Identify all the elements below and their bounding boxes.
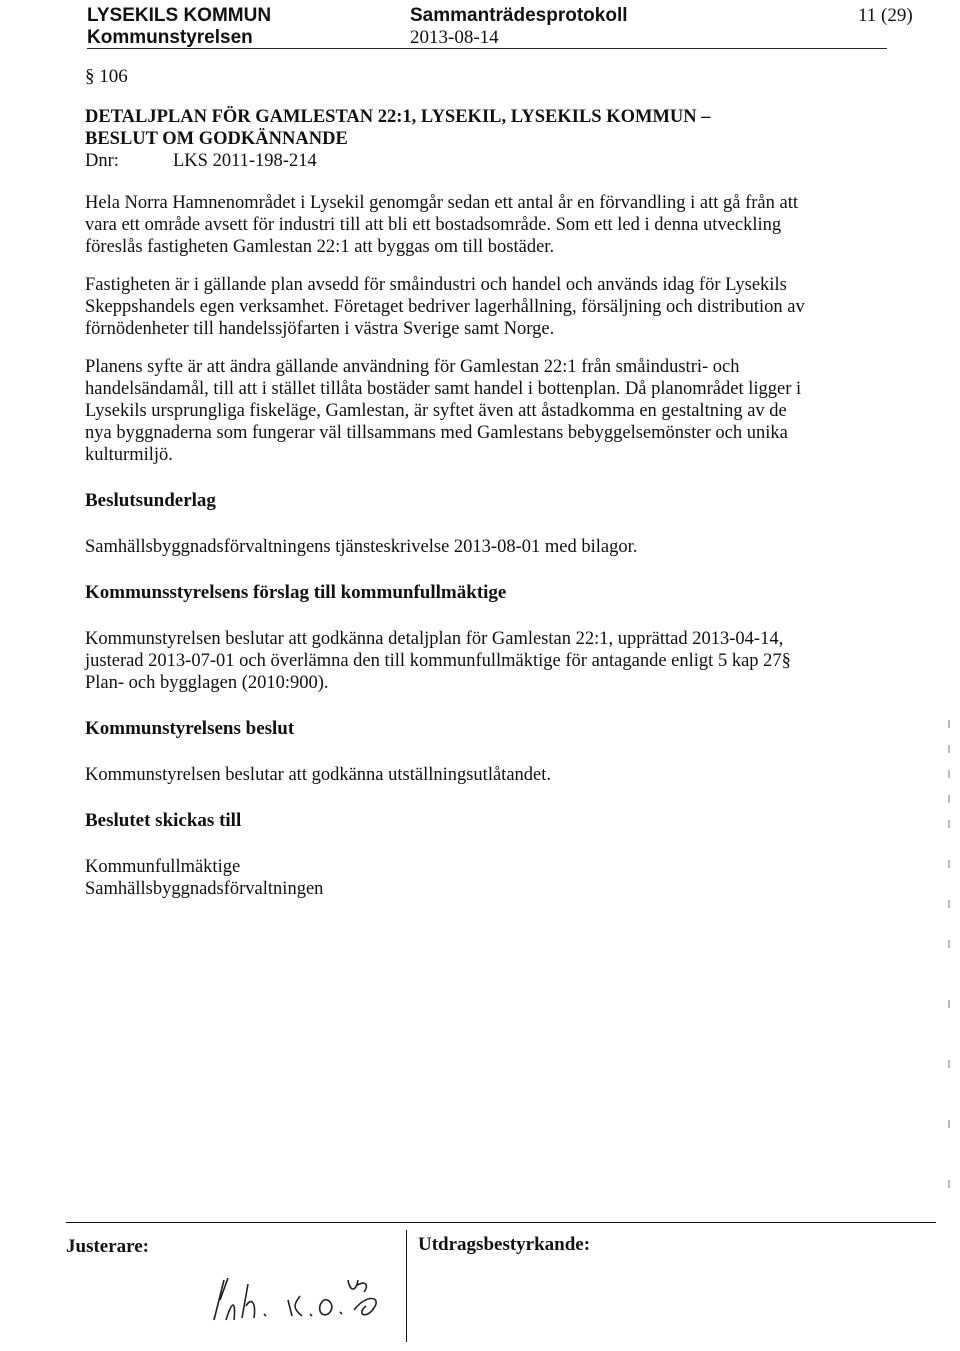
paragraph: Fastigheten är i gällande plan avsedd för småindustri och handel och används idag för Lysekils Skeppshandels egen verksamhet. Företaget bedriver lagerhållning, försäljning och distribution av förnödenheter till handelssjöfarten i västra Sverige samt Norge. xyxy=(85,275,805,339)
header-center xyxy=(410,5,628,49)
section-text: Samhällsbyggnadsförvaltningens tjänsteskrivelse 2013-08-01 med bilagor. xyxy=(85,537,638,557)
margin-dash xyxy=(948,860,950,868)
title-line-2: BESLUT OM GODKÄNNANDE xyxy=(85,129,348,149)
margin-dash xyxy=(948,1060,950,1068)
header-rule xyxy=(87,48,887,49)
section-heading-forslag: Kommunsstyrelsens förslag till kommunfullmäktige xyxy=(85,582,507,603)
recipient: Samhällsbyggnadsförvaltningen xyxy=(85,879,324,899)
footer-divider xyxy=(406,1230,407,1342)
doc-type: Sammanträdesprotokoll xyxy=(410,5,628,26)
page-number: 11 (29) xyxy=(858,5,913,26)
section-text: Kommunstyrelsen beslutar att godkänna utställningsutlåtandet. xyxy=(85,765,552,785)
margin-dash xyxy=(948,745,950,753)
margin-dash xyxy=(948,720,950,728)
section-number: § 106 xyxy=(85,66,128,87)
dnr-label: Dnr: xyxy=(85,151,119,171)
margin-dash xyxy=(948,1120,950,1128)
title-line-1: DETALJPLAN FÖR GAMLESTAN 22:1, LYSEKIL, LYSEKILS KOMMUN – xyxy=(85,107,711,127)
handwritten-signature xyxy=(206,1270,406,1330)
section-heading-beslutsunderlag: Beslutsunderlag xyxy=(85,490,216,511)
justerare-label: Justerare: xyxy=(66,1236,150,1257)
dnr-line xyxy=(85,150,805,172)
header-left xyxy=(87,5,271,49)
signature-footer xyxy=(66,1222,946,1351)
margin-dash xyxy=(948,795,950,803)
board-name: Kommunstyrelsen xyxy=(87,27,253,48)
section-heading-skickas-till: Beslutet skickas till xyxy=(85,810,242,831)
margin-dash xyxy=(948,900,950,908)
margin-dash xyxy=(948,1000,950,1008)
page-header xyxy=(0,0,960,48)
section-text: Kommunstyrelsen beslutar att godkänna detaljplan för Gamlestan 22:1, upprättad 2013-04-14, justerad 2013-07-01 och överlämna den till kommunfullmäktige för antagande enligt 5 kap 27§ Plan- och bygglagen (2010:900). xyxy=(85,629,791,693)
footer-rule xyxy=(66,1222,936,1223)
paragraph: Hela Norra Hamnenområdet i Lysekil genomgår sedan ett antal år en förvandling i att gå från att vara ett område avsett för industri till att bli ett bostadsområde. Som ett led i denna utveckling föreslås fastigheten Gamlestan 22:1 att byggas om till bostäder. xyxy=(85,193,799,257)
margin-dash xyxy=(948,770,950,778)
margin-dash xyxy=(948,1180,950,1188)
section-heading-beslut: Kommunstyrelsens beslut xyxy=(85,718,295,739)
margin-dash xyxy=(948,820,950,828)
org-name: LYSEKILS KOMMUN xyxy=(87,5,272,26)
margin-dash xyxy=(948,940,950,948)
meeting-date: 2013-08-14 xyxy=(410,27,499,48)
recipient: Kommunfullmäktige xyxy=(85,857,241,877)
dnr-value: LKS 2011-198-214 xyxy=(173,151,317,171)
paragraph: Planens syfte är att ändra gällande användning för Gamlestan 22:1 från småindustri- och handelsändamål, till att i stället tillåta bostäder samt handel i bottenplan. Då planområdet ligger i Lysekils ursprungliga fiskeläge, Gamlestan, är syftet även att åstadkomma en gestaltning av de nya byggnaderna som fungerar väl tillsammans med Gamlestans bebyggelsemönster och unika kulturmiljö. xyxy=(85,357,802,465)
main-content xyxy=(85,66,805,900)
utdrag-label: Utdragsbestyrkande: xyxy=(418,1234,591,1255)
